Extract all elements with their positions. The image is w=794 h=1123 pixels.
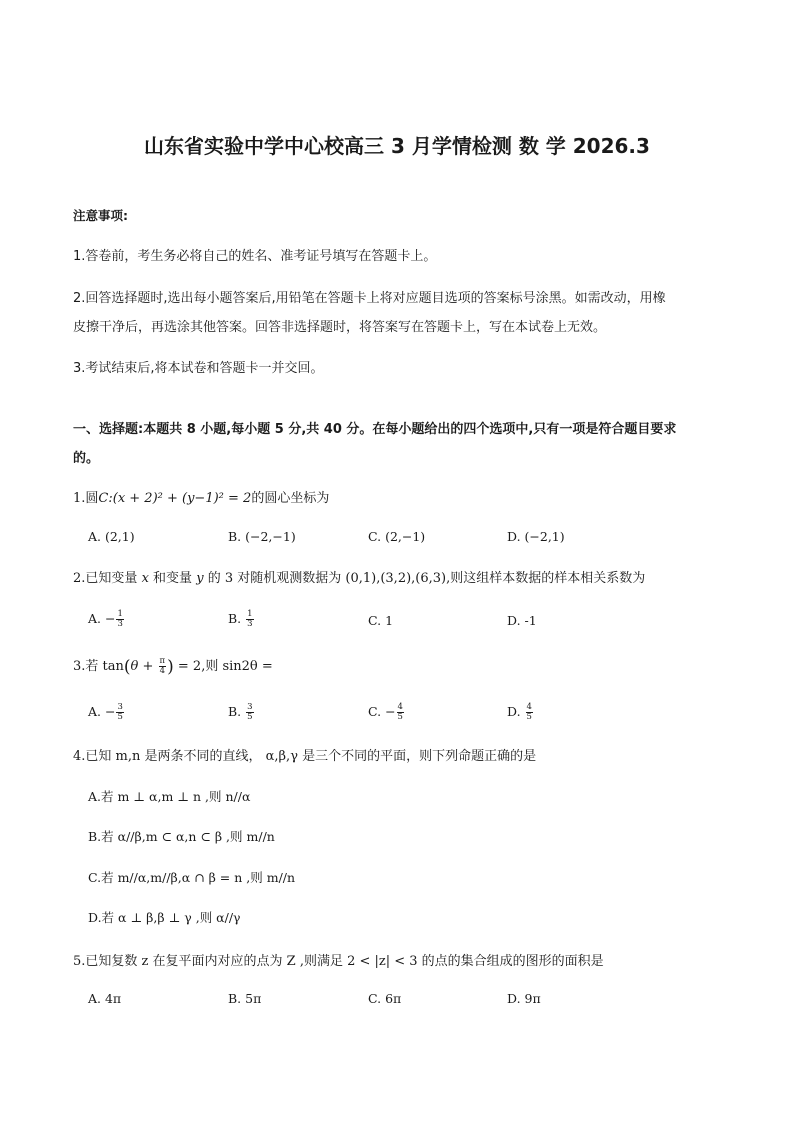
fraction bbox=[246, 610, 253, 629]
section-heading-line1: 一、选择题:本题共 8 小题,每小题 5 分,共 40 分。在每小题给出的四个选项中,只有一项是符合题目要求 bbox=[73, 422, 677, 437]
q3-option-a bbox=[88, 703, 125, 722]
q1-option-d: D. (−2,1) bbox=[507, 529, 565, 544]
right-paren: ) bbox=[167, 657, 174, 677]
denominator: 5 bbox=[247, 712, 253, 722]
question-text: 圆 bbox=[85, 491, 99, 506]
numerator: π bbox=[159, 656, 166, 666]
question-text: ,则这组样本数据的样本相关系数为 bbox=[446, 571, 646, 586]
question-1 bbox=[73, 487, 329, 506]
q5-option-b: B. 5π bbox=[228, 991, 262, 1006]
fraction bbox=[526, 703, 533, 722]
question-text: 的 3 对随机观测数据为 bbox=[207, 571, 342, 586]
q2-option-d: D. -1 bbox=[507, 613, 537, 628]
q2-option-c: C. 1 bbox=[368, 613, 394, 628]
denominator: 5 bbox=[397, 712, 403, 722]
section-heading-line2: 的。 bbox=[73, 451, 100, 466]
question-number: 2. bbox=[73, 571, 86, 586]
math-expression: C:(x + 2)² + (y−1)² = 2 bbox=[98, 491, 252, 506]
q3-option-c bbox=[368, 703, 405, 722]
question-text: 已知复数 z 在复平面内对应的点为 Z ,则满足 2 < |z| < 3 的点的集合组成的图形的面积是 bbox=[85, 954, 604, 969]
math-var: x bbox=[141, 571, 149, 586]
note-item-3: 3.考试结束后,将本试卷和答题卡一并交回。 bbox=[73, 361, 324, 376]
option-label: A. − bbox=[88, 704, 116, 719]
question-number: 5. bbox=[73, 954, 86, 969]
note-item-2-line1: 2.回答选择题时,选出每小题答案后,用铅笔在答题卡上将对应题目选项的答案标号涂黑。如需改动，用橡 bbox=[73, 291, 666, 306]
option-label: D. bbox=[507, 704, 525, 719]
math-var: y bbox=[196, 571, 204, 586]
denominator: 5 bbox=[117, 712, 123, 722]
q4-option-d: D.若 α ⊥ β,β ⊥ γ ,则 α//γ bbox=[88, 910, 241, 925]
q4-option-a: A.若 m ⊥ α,m ⊥ n ,则 n//α bbox=[88, 789, 251, 804]
q1-option-c: C. (2,−1) bbox=[368, 529, 426, 544]
q2-option-b bbox=[228, 610, 255, 629]
math-var: θ + bbox=[130, 659, 158, 674]
q5-option-d: D. 9π bbox=[507, 991, 541, 1006]
denominator: 4 bbox=[159, 666, 166, 676]
q3-option-d bbox=[507, 703, 534, 722]
question-text: = 2 bbox=[173, 659, 202, 674]
notes-heading: 注意事项: bbox=[73, 208, 128, 223]
q2-option-a bbox=[88, 610, 125, 629]
question-text: 若 tan bbox=[85, 659, 124, 674]
question-5 bbox=[73, 950, 604, 969]
q5-option-c: C. 6π bbox=[368, 991, 402, 1006]
question-text: 的圆心坐标为 bbox=[251, 491, 330, 506]
question-3 bbox=[73, 655, 273, 677]
question-text: ,则 sin2θ = bbox=[201, 659, 273, 674]
question-number: 1. bbox=[73, 491, 86, 506]
question-4 bbox=[73, 745, 536, 764]
option-label: B. bbox=[228, 704, 246, 719]
fraction bbox=[397, 703, 404, 722]
numerator: 1 bbox=[247, 609, 253, 619]
denominator: 3 bbox=[247, 619, 253, 629]
question-text: 已知 m,n 是两条不同的直线， α,β,γ 是三个不同的平面，则下列命题正确的是 bbox=[85, 749, 537, 764]
question-number: 4. bbox=[73, 749, 86, 764]
q1-option-a: A. (2,1) bbox=[88, 529, 135, 544]
option-label: C. − bbox=[368, 704, 396, 719]
note-item-2-line2: 皮擦干净后，再选涂其他答案。回答非选择题时，将答案写在答题卡上，写在本试卷上无效。 bbox=[73, 320, 607, 335]
numerator: 3 bbox=[247, 702, 253, 712]
option-label: B. bbox=[228, 611, 246, 626]
question-2 bbox=[73, 567, 645, 586]
page-title: 山东省实验中学中心校高三 3 月学情检测 数 学 2026.3 bbox=[144, 134, 650, 158]
fraction bbox=[116, 610, 123, 629]
note-item-1: 1.答卷前，考生务必将自己的姓名、准考证号填写在答题卡上。 bbox=[73, 249, 437, 264]
denominator: 5 bbox=[526, 712, 532, 722]
q3-option-b bbox=[228, 703, 255, 722]
fraction bbox=[116, 703, 123, 722]
question-text: 已知变量 bbox=[85, 571, 138, 586]
numerator: 4 bbox=[397, 702, 403, 712]
q5-option-a: A. 4π bbox=[88, 991, 122, 1006]
question-text: 和变量 bbox=[153, 571, 193, 586]
q1-option-b: B. (−2,−1) bbox=[228, 529, 296, 544]
q4-option-c: C.若 m//α,m//β,α ∩ β = n ,则 m//n bbox=[88, 870, 296, 885]
numerator: 1 bbox=[117, 609, 123, 619]
fraction bbox=[159, 657, 167, 676]
left-paren: ( bbox=[123, 657, 131, 677]
option-label: A. − bbox=[88, 611, 116, 626]
numerator: 4 bbox=[526, 702, 532, 712]
math-data: (0,1),(3,2),(6,3) bbox=[345, 571, 447, 586]
fraction bbox=[246, 703, 253, 722]
question-number: 3. bbox=[73, 659, 86, 674]
numerator: 3 bbox=[117, 702, 123, 712]
denominator: 3 bbox=[117, 619, 123, 629]
q4-option-b: B.若 α//β,m ⊂ α,n ⊂ β ,则 m//n bbox=[88, 829, 275, 844]
